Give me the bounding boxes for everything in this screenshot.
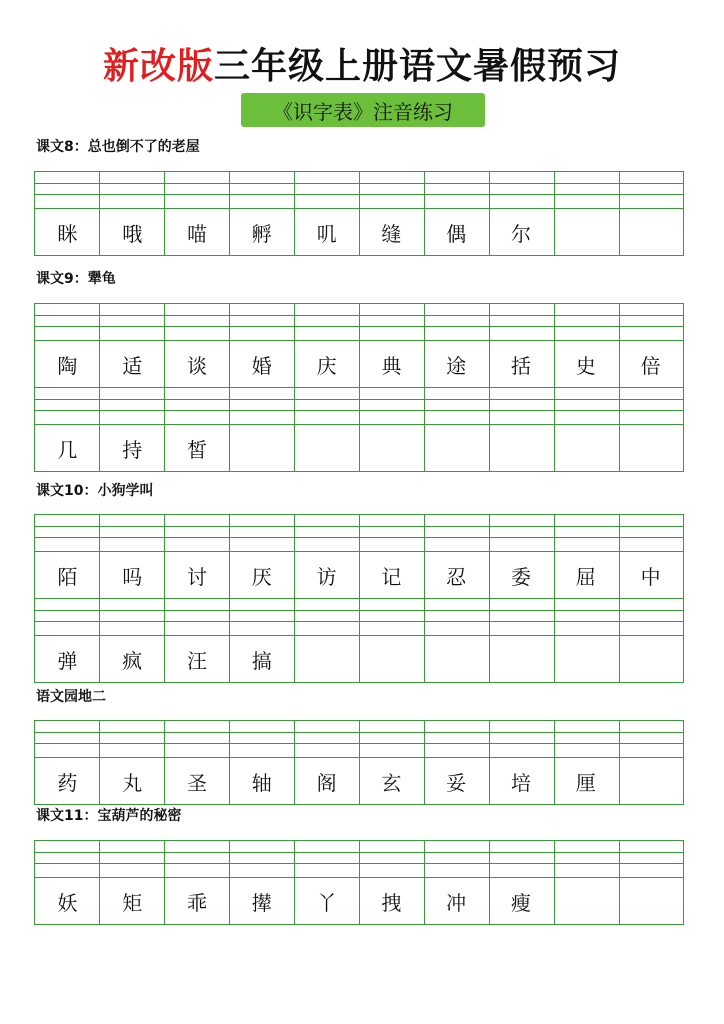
column-divider — [359, 515, 360, 598]
column-divider — [619, 388, 620, 471]
empty-cell — [489, 425, 554, 471]
character-cell: 喵 — [186, 221, 207, 246]
character-cell: 访 — [316, 564, 337, 589]
column-divider — [99, 515, 100, 598]
column-divider — [294, 388, 295, 471]
column-divider — [489, 172, 490, 255]
grid-row — [34, 840, 684, 925]
column-divider — [294, 721, 295, 804]
grid-row — [34, 599, 684, 683]
column-divider — [229, 515, 230, 598]
character-cell: 阁 — [316, 770, 337, 795]
character-cell: 吗 — [122, 564, 143, 589]
character-cell: 庆 — [316, 353, 337, 378]
column-divider — [554, 841, 555, 924]
empty-cell — [618, 425, 683, 471]
character-cell: 屈 — [575, 564, 596, 589]
column-divider — [294, 599, 295, 682]
column-divider — [294, 841, 295, 924]
character-cell: 谈 — [186, 353, 207, 378]
column-divider — [619, 721, 620, 804]
character-cell: 丸 — [122, 770, 143, 795]
character-cell: 眯 — [57, 221, 78, 246]
character-cell: 冲 — [446, 890, 467, 915]
column-divider — [489, 388, 490, 471]
empty-cell — [618, 209, 683, 255]
column-divider — [619, 599, 620, 682]
column-divider — [164, 515, 165, 598]
grid-row — [34, 388, 684, 472]
section-heading: 课文10：小狗学叫 — [36, 483, 154, 499]
column-divider — [424, 304, 425, 387]
column-divider — [554, 599, 555, 682]
column-divider — [359, 721, 360, 804]
grid-row — [34, 720, 684, 805]
column-divider — [424, 721, 425, 804]
column-divider — [554, 172, 555, 255]
character-cell: 弹 — [57, 648, 78, 673]
column-divider — [229, 388, 230, 471]
column-divider — [229, 721, 230, 804]
character-cell: 偶 — [446, 221, 467, 246]
title-red-part: 新改版 — [102, 45, 214, 87]
page-title — [0, 42, 724, 90]
empty-cell — [359, 425, 424, 471]
column-divider — [164, 841, 165, 924]
character-cell: 轴 — [251, 770, 272, 795]
empty-cell — [618, 636, 683, 682]
character-cell: 拽 — [381, 890, 402, 915]
character-cell: 妥 — [446, 770, 467, 795]
column-divider — [99, 841, 100, 924]
column-divider — [424, 515, 425, 598]
column-divider — [489, 721, 490, 804]
column-divider — [229, 599, 230, 682]
column-divider — [164, 599, 165, 682]
empty-cell — [553, 878, 618, 924]
column-divider — [359, 599, 360, 682]
section-heading: 课文11：宝葫芦的秘密 — [36, 808, 182, 824]
character-cell: 厌 — [251, 564, 272, 589]
column-divider — [489, 841, 490, 924]
column-divider — [424, 388, 425, 471]
section-heading: 课文9：犟龟 — [36, 271, 116, 287]
character-cell: 厘 — [575, 770, 596, 795]
subtitle-banner — [241, 93, 485, 127]
character-cell: 汪 — [186, 648, 207, 673]
column-divider — [164, 172, 165, 255]
empty-cell — [294, 636, 359, 682]
character-cell: 圣 — [186, 770, 207, 795]
column-divider — [164, 388, 165, 471]
column-divider — [619, 841, 620, 924]
character-cell: 婚 — [251, 353, 272, 378]
character-cell: 哦 — [122, 221, 143, 246]
title-black-part: 三年级上册语文暑假预习 — [214, 45, 622, 87]
column-divider — [294, 304, 295, 387]
character-cell: 记 — [381, 564, 402, 589]
character-cell: 乖 — [186, 890, 207, 915]
column-divider — [164, 304, 165, 387]
character-cell: 搞 — [251, 648, 272, 673]
empty-cell — [553, 636, 618, 682]
character-cell: 缝 — [381, 221, 402, 246]
character-cell: 典 — [381, 353, 402, 378]
column-divider — [99, 304, 100, 387]
empty-cell — [424, 425, 489, 471]
column-divider — [489, 304, 490, 387]
column-divider — [489, 599, 490, 682]
character-cell: 陌 — [57, 564, 78, 589]
empty-cell — [489, 636, 554, 682]
character-cell: 妖 — [57, 890, 78, 915]
character-cell: 药 — [57, 770, 78, 795]
character-cell: 陶 — [57, 353, 78, 378]
section-heading: 语文园地二 — [36, 689, 106, 705]
column-divider — [489, 515, 490, 598]
character-cell: 培 — [510, 770, 531, 795]
character-cell: 疯 — [122, 648, 143, 673]
column-divider — [424, 841, 425, 924]
empty-cell — [294, 425, 359, 471]
column-divider — [554, 515, 555, 598]
column-divider — [99, 721, 100, 804]
column-divider — [99, 388, 100, 471]
character-cell: 持 — [122, 437, 143, 462]
character-cell: 丫 — [316, 890, 337, 915]
character-cell: 讨 — [186, 564, 207, 589]
subtitle: 《识字表》注音练习 — [273, 99, 453, 124]
character-cell: 倍 — [640, 353, 661, 378]
character-cell: 忍 — [446, 564, 467, 589]
column-divider — [359, 304, 360, 387]
character-cell: 史 — [575, 353, 596, 378]
pinyin-grid — [34, 720, 684, 805]
character-cell: 委 — [510, 564, 531, 589]
character-cell: 瘦 — [510, 890, 531, 915]
column-divider — [619, 172, 620, 255]
character-cell: 几 — [57, 437, 78, 462]
character-cell: 适 — [122, 353, 143, 378]
column-divider — [554, 388, 555, 471]
column-divider — [619, 304, 620, 387]
empty-cell — [553, 425, 618, 471]
grid-row — [34, 514, 684, 599]
section-heading: 课文8：总也倒不了的老屋 — [36, 139, 200, 155]
column-divider — [294, 172, 295, 255]
column-divider — [294, 515, 295, 598]
column-divider — [619, 515, 620, 598]
character-cell: 尔 — [510, 221, 531, 246]
column-divider — [359, 388, 360, 471]
pinyin-grid — [34, 171, 684, 256]
pinyin-grid — [34, 840, 684, 925]
pinyin-grid — [34, 514, 684, 683]
pinyin-grid — [34, 303, 684, 472]
character-cell: 玄 — [381, 770, 402, 795]
character-cell: 中 — [640, 564, 661, 589]
column-divider — [99, 172, 100, 255]
empty-cell — [359, 636, 424, 682]
empty-cell — [553, 209, 618, 255]
column-divider — [99, 599, 100, 682]
column-divider — [424, 599, 425, 682]
character-cell: 括 — [510, 353, 531, 378]
character-cell: 叽 — [316, 221, 337, 246]
column-divider — [229, 304, 230, 387]
column-divider — [359, 841, 360, 924]
empty-cell — [229, 425, 294, 471]
column-divider — [424, 172, 425, 255]
character-cell: 途 — [446, 353, 467, 378]
character-cell: 矩 — [122, 890, 143, 915]
empty-cell — [424, 636, 489, 682]
column-divider — [554, 721, 555, 804]
column-divider — [359, 172, 360, 255]
empty-cell — [618, 878, 683, 924]
column-divider — [229, 172, 230, 255]
column-divider — [164, 721, 165, 804]
empty-cell — [618, 758, 683, 804]
column-divider — [554, 304, 555, 387]
grid-row — [34, 171, 684, 256]
column-divider — [229, 841, 230, 924]
character-cell: 孵 — [251, 221, 272, 246]
character-cell: 皙 — [186, 437, 207, 462]
grid-row — [34, 303, 684, 388]
character-cell: 撵 — [251, 890, 272, 915]
